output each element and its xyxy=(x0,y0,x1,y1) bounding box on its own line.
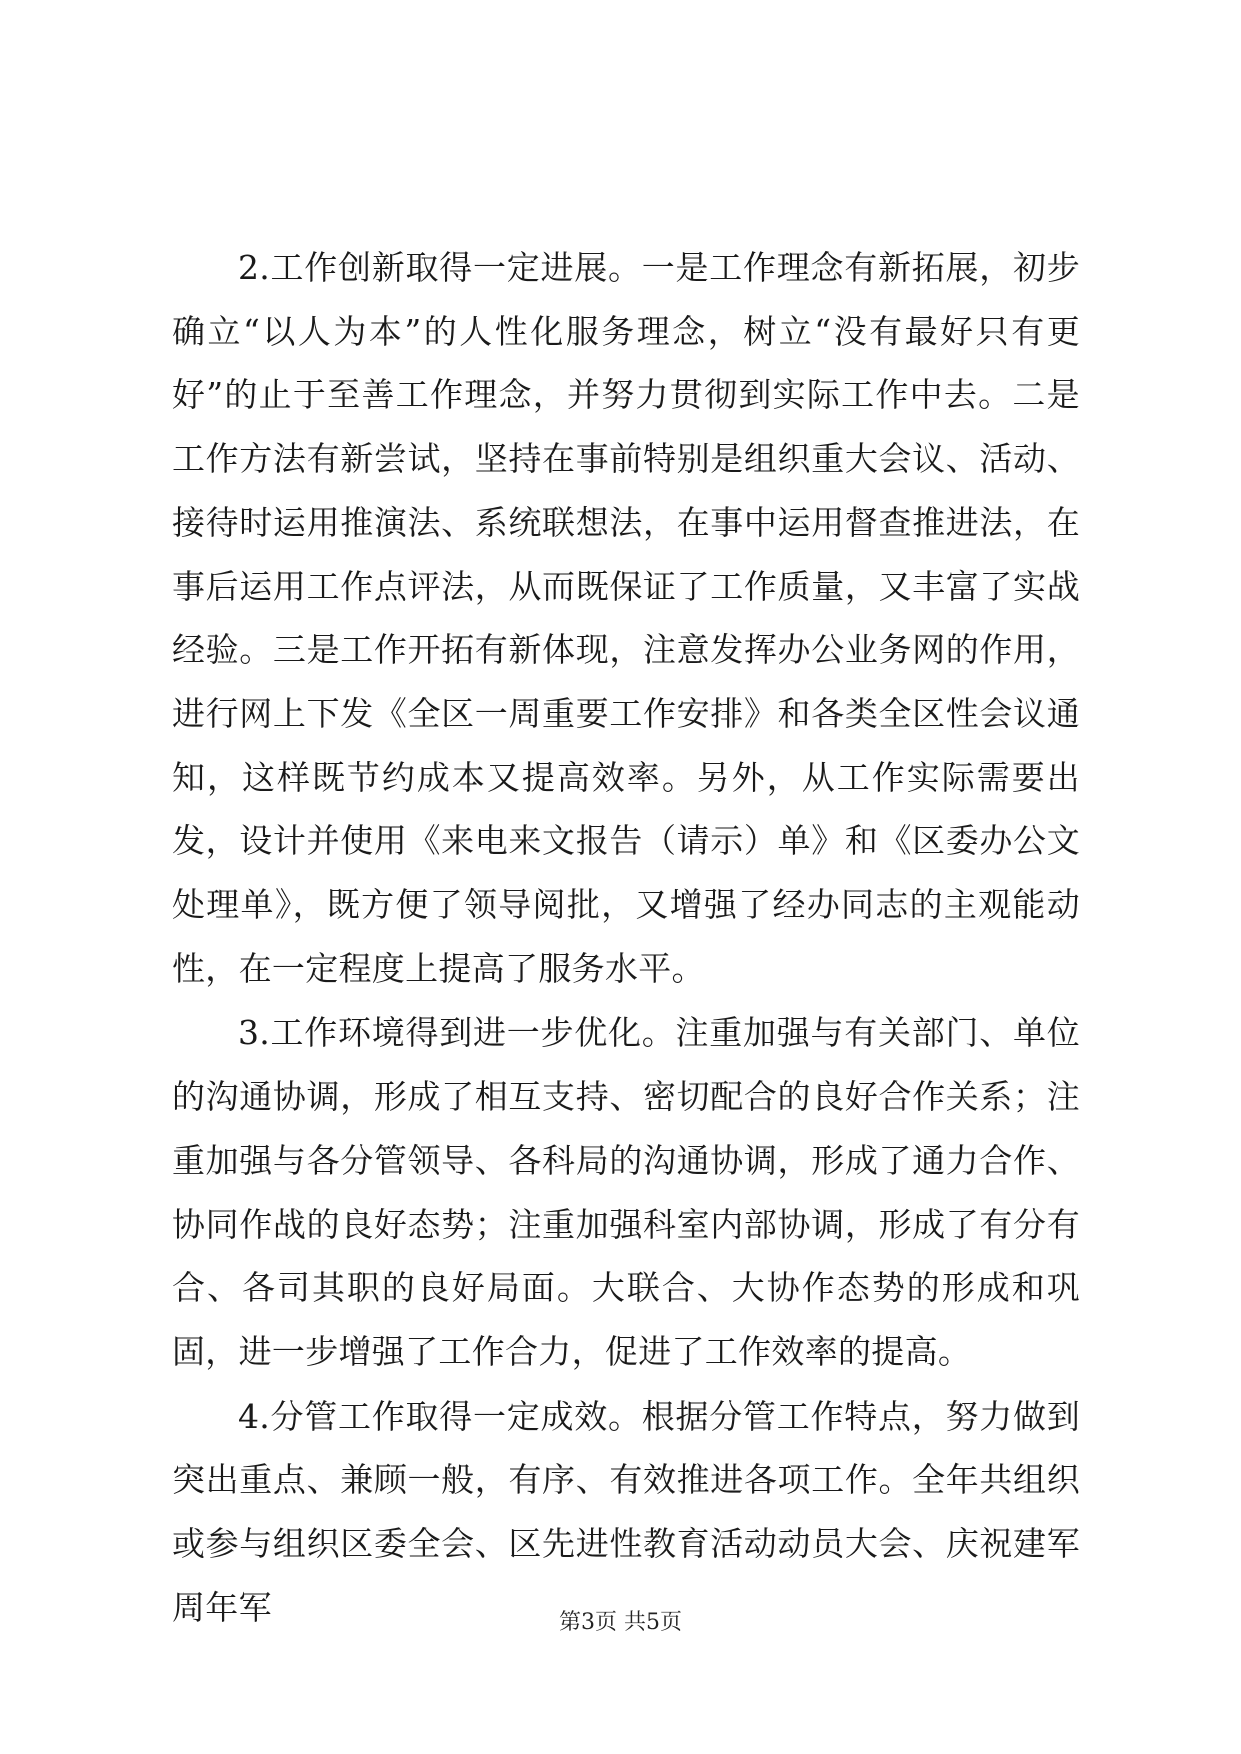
paragraph-innovation: 2.工作创新取得一定进展。一是工作理念有新拓展，初步确立“以人为本”的人性化服务理念，树立“没有最好只有更好”的止于至善工作理念，并努力贯彻到实际工作中去。二是工作方法有新尝试，坚持在事前特别是组织重大会议、活动、接待时运用推演法、系统联想法，在事中运用督查推进法，在事后运用工作点评法，从而既保证了工作质量，又丰富了实战经验。三是工作开拓有新体现，注意发挥办公业务网的作用，进行网上下发《全区一周重要工作安排》和各类全区性会议通知，这样既节约成本又提高效率。另外，从工作实际需要出发，设计并使用《来电来文报告（请示）单》和《区委办公文处理单》，既方便了领导阅批，又增强了经办同志的主观能动性，在一定程度上提高了服务水平。 xyxy=(172,248,1080,988)
paragraph-management: 4.分管工作取得一定成效。根据分管工作特点，努力做到突出重点、兼顾一般，有序、有效推进各项工作。全年共组织或参与组织区委全会、区先进性教育活动动员大会、庆祝建军周年军 xyxy=(172,1396,1080,1627)
page-footer: 第3页 共5页 xyxy=(559,1610,682,1635)
document-body xyxy=(172,236,1080,1639)
paragraph-environment: 3.工作环境得到进一步优化。注重加强与有关部门、单位的沟通协调，形成了相互支持、密切配合的良好合作关系；注重加强与各分管领导、各科局的沟通协调，形成了通力合作、协同作战的良好态势；注重加强科室内部协调，形成了有分有合、各司其职的良好局面。大联合、大协作态势的形成和巩固，进一步增强了工作合力，促进了工作效率的提高。 xyxy=(172,1013,1080,1371)
